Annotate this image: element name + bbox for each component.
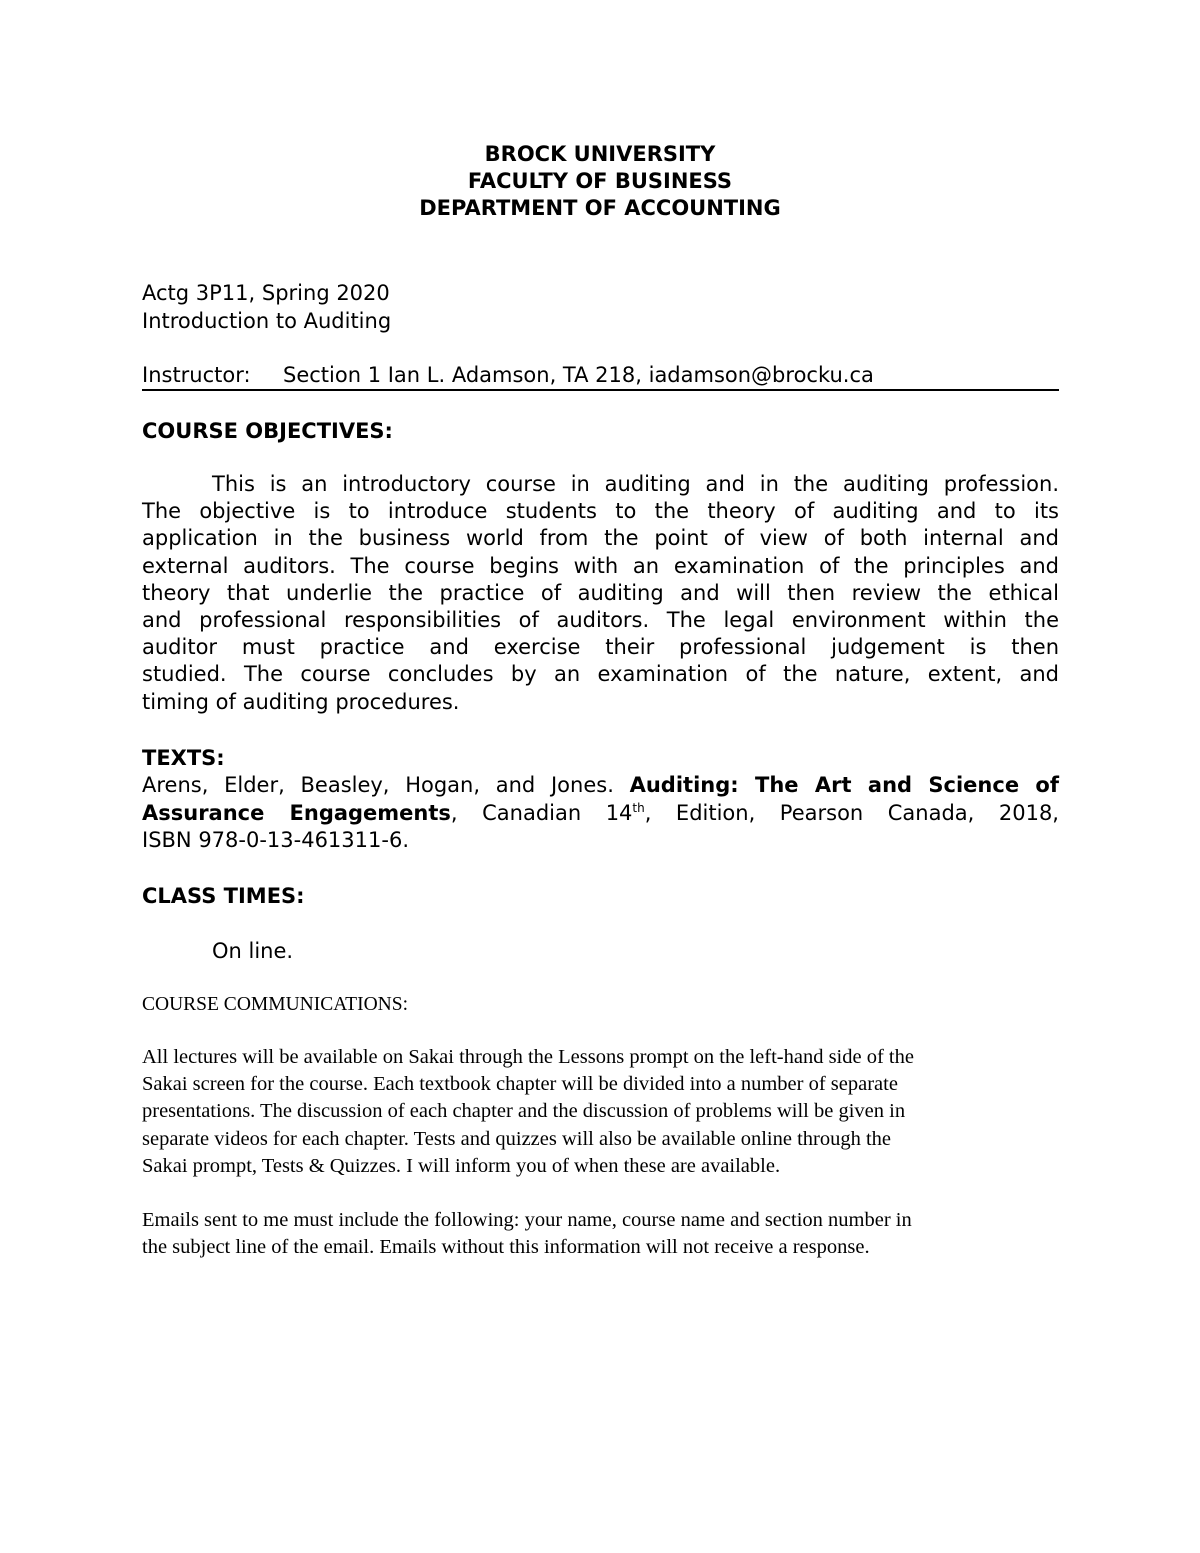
- textbook-isbn: ISBN 978-0-13-461311-6.: [142, 828, 409, 852]
- course-info: [142, 279, 391, 335]
- edition-superscript: th: [632, 800, 645, 815]
- objectives-line: application in the business world from the point of view of both internal and: [142, 526, 1059, 551]
- email-policy-paragraph: [142, 1207, 1059, 1261]
- class-times-heading: CLASS TIMES:: [142, 884, 305, 908]
- objectives-line: and professional responsibilities of auditors. The legal environment within the: [142, 607, 1059, 632]
- objectives-line: This is an introductory course in auditing and in the auditing profession.: [212, 472, 1059, 496]
- course-code-term: Actg 3P11, Spring 2020: [142, 281, 390, 305]
- communications-line: Sakai screen for the course. Each textbook chapter will be divided into a number of separate: [142, 1073, 898, 1096]
- course-communications-heading: COURSE COMMUNICATIONS:: [142, 994, 408, 1015]
- textbook-title: Auditing: The Art and Science of: [629, 773, 1059, 797]
- course-title: Introduction to Auditing: [142, 309, 392, 333]
- texts-heading: TEXTS:: [142, 746, 225, 770]
- textbook-edition: , Canadian 14: [450, 800, 633, 825]
- objectives-line: timing of auditing procedures.: [142, 689, 460, 714]
- objectives-line: The objective is to introduce students to the theory of auditing and to its: [142, 499, 1059, 524]
- textbook-title: Assurance Engagements: [142, 800, 451, 825]
- instructor-line: [142, 361, 1059, 391]
- university-name: BROCK UNIVERSITY: [484, 142, 716, 166]
- class-times-value: On line.: [212, 939, 294, 963]
- email-policy-line: Emails sent to me must include the following: your name, course name and section number in: [142, 1209, 912, 1231]
- communications-paragraph: [142, 1044, 1059, 1180]
- textbook-authors: Arens, Elder, Beasley, Hogan, and Jones.: [142, 773, 630, 797]
- communications-line: Sakai prompt, Tests & Quizzes. I will inform you of when these are available.: [142, 1154, 781, 1177]
- course-objectives-heading: COURSE OBJECTIVES:: [142, 419, 393, 443]
- document-header: [0, 141, 1200, 222]
- objectives-line: theory that underlie the practice of auditing and will then review the ethical: [142, 580, 1059, 605]
- objectives-line: studied. The course concludes by an examination of the nature, extent, and: [142, 662, 1059, 687]
- instructor-label: Instructor:: [142, 363, 251, 387]
- communications-line: separate videos for each chapter. Tests and quizzes will also be available online through the: [142, 1127, 892, 1150]
- objectives-line: auditor must practice and exercise their professional judgement is then: [142, 635, 1059, 660]
- textbook-publisher: , Edition, Pearson Canada, 2018,: [644, 800, 1059, 825]
- course-objectives-paragraph: [142, 471, 1059, 716]
- communications-line: presentations. The discussion of each chapter and the discussion of problems will be given in: [142, 1100, 906, 1123]
- department-name: DEPARTMENT OF ACCOUNTING: [419, 196, 781, 220]
- objectives-line: external auditors. The course begins with an examination of the principles and: [142, 553, 1059, 578]
- communications-line: All lectures will be available on Sakai through the Lessons prompt on the left-hand side of the: [142, 1046, 914, 1068]
- email-policy-line: the subject line of the email. Emails without this information will not receive a response.: [142, 1236, 870, 1259]
- textbook-citation: [142, 772, 1059, 855]
- faculty-name: FACULTY OF BUSINESS: [467, 169, 733, 193]
- instructor-details: Section 1 Ian L. Adamson, TA 218, iadamson@brocku.ca: [283, 363, 874, 387]
